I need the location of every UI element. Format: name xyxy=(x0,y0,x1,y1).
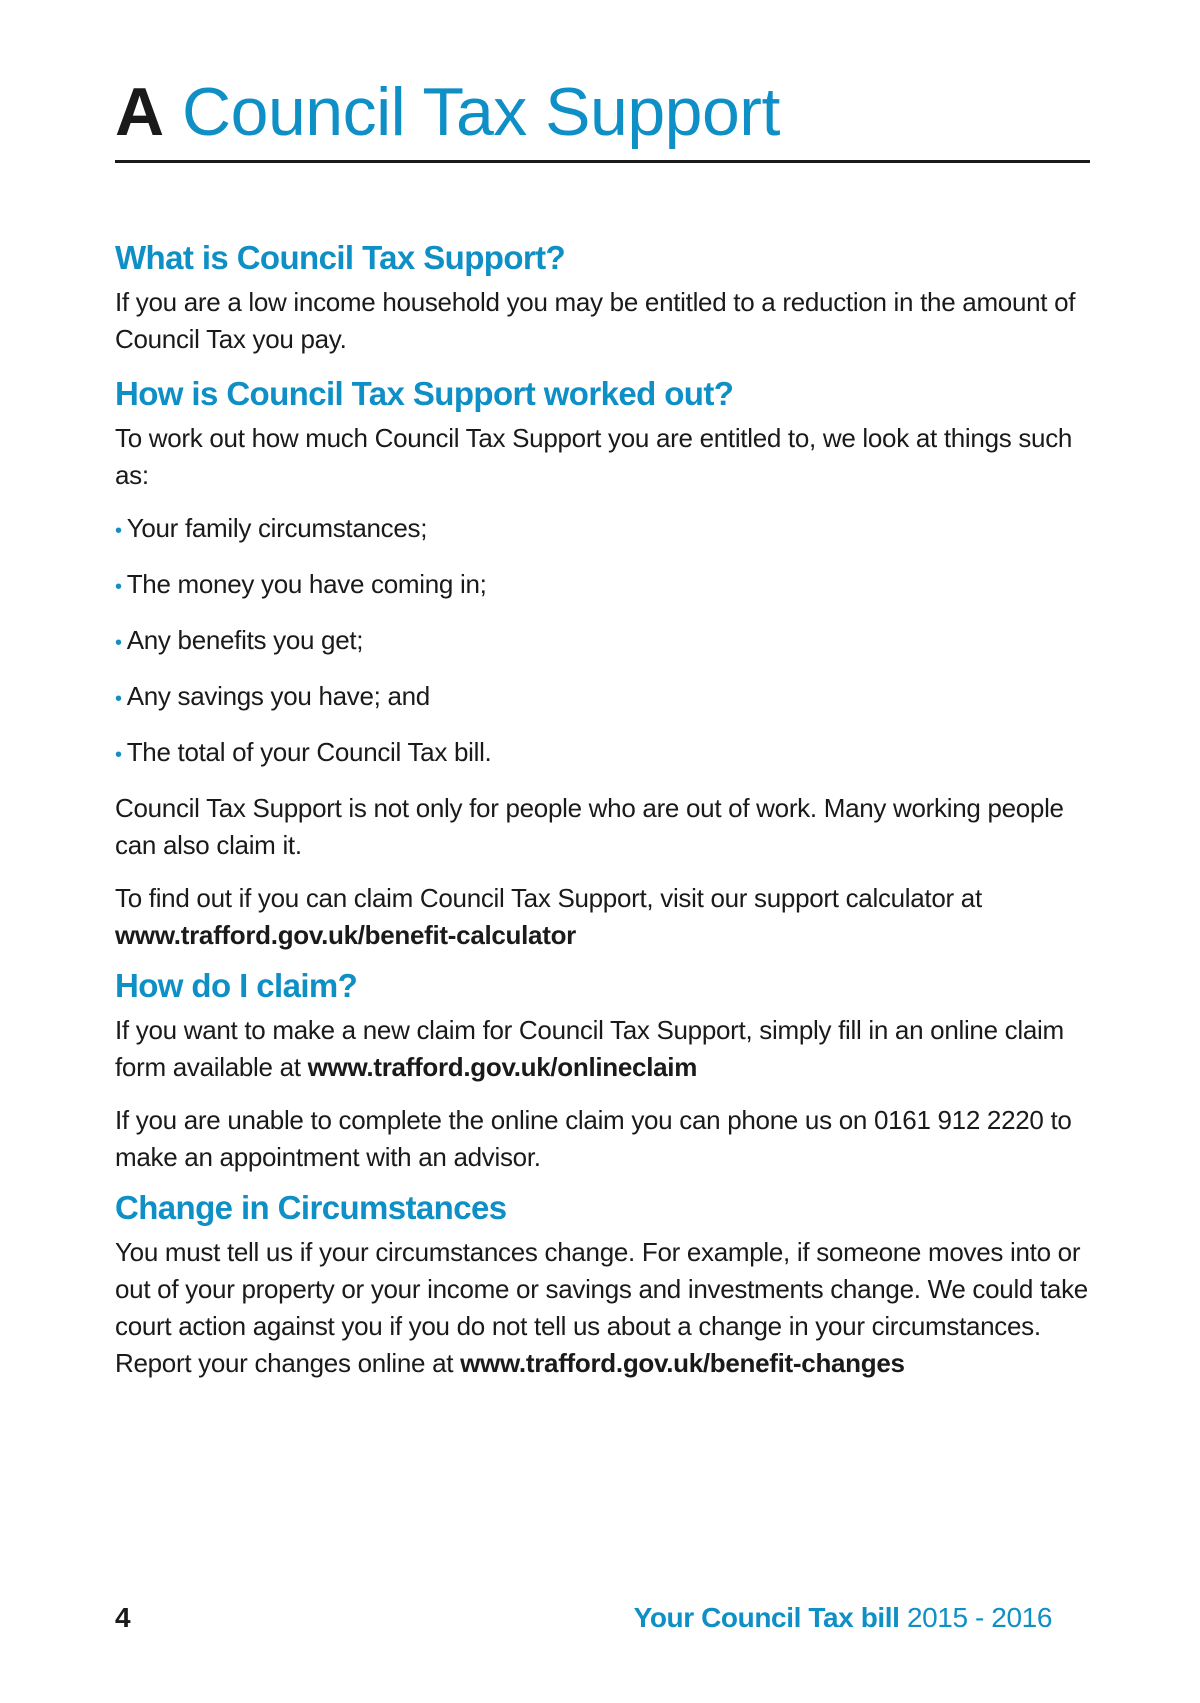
bullet-icon: • xyxy=(115,632,122,654)
paragraph-what-is: If you are a low income household you may be entitled to a reduction in the amount of Council Tax you pay. xyxy=(115,287,1076,354)
list-item xyxy=(115,678,1090,718)
list-item-text: Your family circumstances; xyxy=(126,513,428,543)
paragraph-working-people: Council Tax Support is not only for people who are out of work. Many working people can also claim it. xyxy=(115,793,1064,860)
claim-text: If you want to make a new claim for Council Tax Support, simply fill in an online claim form available at xyxy=(115,1015,1064,1082)
bullet-icon: • xyxy=(115,520,122,542)
change-text: You must tell us if your circumstances change. For example, if someone moves into or out of your property or your income or savings and investments change. We could take court action against you if you do not tell us about a change in your circumstances. Report your changes online at xyxy=(115,1237,1088,1378)
list-item xyxy=(115,510,1090,550)
heading-what-is: What is Council Tax Support? xyxy=(115,239,566,276)
title-divider xyxy=(115,160,1090,163)
section-letter: A xyxy=(115,74,164,150)
list-item-text: The money you have coming in; xyxy=(126,569,487,599)
footer-years: 2015 - 2016 xyxy=(906,1602,1052,1633)
heading-worked-out: How is Council Tax Support worked out? xyxy=(115,375,734,412)
list-item xyxy=(115,734,1090,774)
benefit-calculator-link[interactable]: www.trafford.gov.uk/benefit-calculator xyxy=(115,920,576,950)
list-item xyxy=(115,566,1090,606)
calculator-text: To find out if you can claim Council Tax Support, visit our support calculator at xyxy=(115,883,982,913)
bullet-icon: • xyxy=(115,744,122,766)
heading-change-circumstances: Change in Circumstances xyxy=(115,1189,507,1226)
paragraph-calculator xyxy=(115,880,1090,954)
criteria-list xyxy=(115,510,1090,774)
online-claim-link[interactable]: www.trafford.gov.uk/onlineclaim xyxy=(307,1052,698,1082)
bullet-icon: • xyxy=(115,688,122,710)
list-item-text: The total of your Council Tax bill. xyxy=(126,737,492,767)
benefit-changes-link[interactable]: www.trafford.gov.uk/benefit-changes xyxy=(460,1348,905,1378)
bullet-icon: • xyxy=(115,576,122,598)
paragraph-how-claim xyxy=(115,1012,1090,1086)
content xyxy=(115,238,1090,1398)
paragraph-worked-out-intro: To work out how much Council Tax Support you are entitled to, we look at things such as: xyxy=(115,423,1073,490)
footer-title-bold: Your Council Tax bill xyxy=(633,1602,900,1633)
paragraph-change-circumstances xyxy=(115,1234,1090,1382)
footer-title xyxy=(634,1602,1052,1634)
heading-how-claim: How do I claim? xyxy=(115,967,358,1004)
section-title: Council Tax Support xyxy=(182,74,780,150)
page-number: 4 xyxy=(115,1602,131,1633)
list-item xyxy=(115,622,1090,662)
list-item-text: Any savings you have; and xyxy=(126,681,430,711)
page-title xyxy=(115,72,780,152)
list-item-text: Any benefits you get; xyxy=(126,625,364,655)
paragraph-phone: If you are unable to complete the online claim you can phone us on 0161 912 2220 to make an appointment with an advisor. xyxy=(115,1105,1072,1172)
page-footer xyxy=(115,1602,1090,1642)
